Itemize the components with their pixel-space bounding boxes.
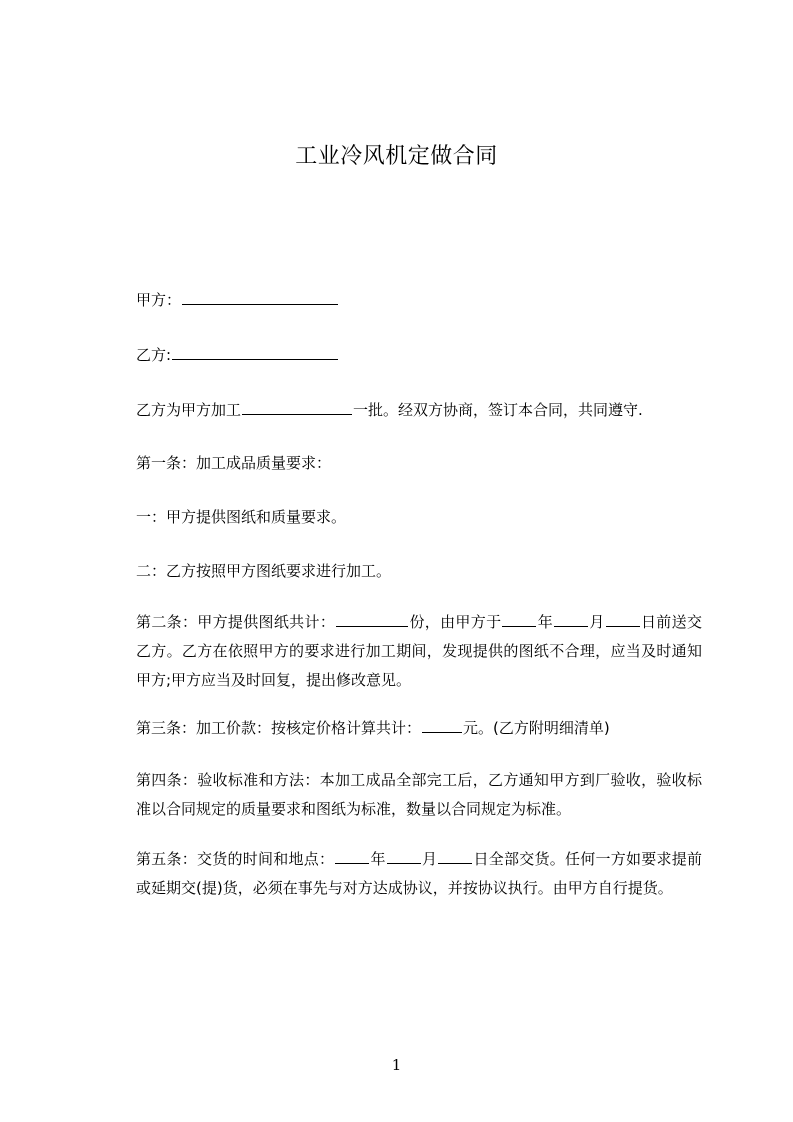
- drawing-day-blank: [606, 612, 640, 627]
- article3-line: [136, 718, 610, 738]
- article5-year: 年: [370, 850, 386, 868]
- delivery-month-blank: [387, 849, 421, 864]
- document-title: 工业冷风机定做合同: [295, 144, 498, 169]
- article4-paragraph: 第四条：验收标准和方法：本加工成品全部完工后，乙方通知甲方到厂验收，验收标准以合同规定的质量要求和图纸为标准，数量以合同规定为标准。: [136, 771, 702, 818]
- intro-prefix: 乙方为甲方加工: [136, 401, 242, 419]
- article1-item1: 一：甲方提供图纸和质量要求。: [136, 508, 347, 526]
- party-b-label: 乙方:: [136, 346, 172, 364]
- article3-prefix: 第三条：加工价款：按核定价格计算共计：: [136, 719, 422, 737]
- party-b-line: [136, 345, 339, 365]
- drawing-month-blank: [554, 612, 588, 627]
- article2-text-3: 日前送交乙方。乙方在依照甲方的要求进行加工期间，发现提供的图纸不合理，应当及时通知甲方;甲方应当及时回复，提出修改意见。: [136, 613, 702, 689]
- party-a-label: 甲方：: [136, 291, 182, 309]
- intro-line: [136, 400, 643, 420]
- article5-suffix: 日全部交货。任何一方如要求提前或延期交(提)货，必须在事先与对方达成协议，并按协议执行。由甲方自行提货。: [136, 850, 702, 897]
- article2-text-1: 第二条：甲方提供图纸共计：: [136, 613, 336, 631]
- article2-paragraph: [136, 608, 702, 695]
- drawing-count-blank: [336, 612, 408, 627]
- article2-year: 年: [537, 613, 554, 631]
- party-a-line: [136, 290, 339, 310]
- delivery-day-blank: [438, 849, 472, 864]
- product-blank: [242, 400, 352, 415]
- article5-prefix: 第五条：交货的时间和地点：: [136, 850, 335, 868]
- party-a-blank: [182, 290, 338, 305]
- article1-heading: 第一条：加工成品质量要求：: [136, 454, 332, 472]
- article2-month: 月: [589, 613, 605, 631]
- article3-suffix: 元。(乙方附明细清单): [463, 719, 610, 737]
- drawing-year-blank: [502, 612, 536, 627]
- page-number: 1: [391, 1056, 402, 1074]
- party-b-blank: [172, 345, 338, 360]
- intro-suffix: 一批。经双方协商，签订本合同，共同遵守.: [353, 401, 643, 419]
- price-blank: [422, 718, 462, 733]
- article5-month: 月: [421, 850, 438, 868]
- delivery-year-blank: [335, 849, 369, 864]
- article2-text-2: 份，由甲方于: [409, 613, 502, 631]
- article1-item2: 二：乙方按照甲方图纸要求进行加工。: [136, 562, 392, 580]
- article5-paragraph: [136, 845, 702, 903]
